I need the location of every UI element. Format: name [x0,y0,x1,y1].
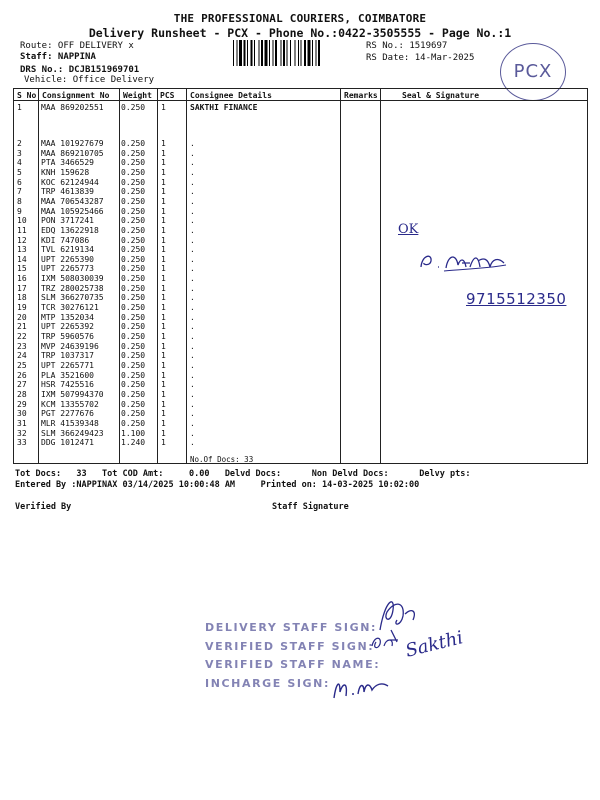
row-consignee: SAKTHI FINANCE [190,103,258,112]
row-consignment-no: MAA 869210705 [41,148,104,158]
barcode-bar [301,40,302,66]
row-weight: 0.250 [121,264,146,274]
row-consignee: . [190,264,195,274]
row-weight: 0.250 [121,351,146,361]
barcode-bar [283,40,285,66]
row-consignment-no: TRP 1037317 [41,351,94,361]
row-sno: 18 [17,293,27,303]
staff-label: Staff: NAPPINA [20,52,96,62]
barcode-bar [261,40,263,66]
row-sno: 27 [17,380,27,390]
row-consignment-no: PTA 3466529 [41,158,94,168]
row-weight: 0.250 [121,245,146,255]
verified-staff-name-label: VERIFIED STAFF NAME: [205,658,381,671]
row-pcs: 1 [161,399,166,409]
col-header-pcs: PCS [160,91,175,100]
row-sno: 21 [17,322,27,332]
row-sno: 28 [17,389,27,399]
row-weight: 0.250 [121,332,146,341]
row-pcs: 1 [161,428,166,438]
row-pcs: 1 [161,418,166,428]
row-weight: 0.250 [121,380,146,390]
table-row [14,409,587,418]
row-weight: 0.250 [121,341,146,351]
row-weight: 0.250 [121,158,146,168]
handwritten-ok: OK [398,222,419,237]
barcode-bar [275,40,277,66]
row-pcs: 1 [161,158,166,168]
row-consignee: . [190,139,195,148]
row-consignment-no: UPT 2265390 [41,254,94,264]
row-pcs: 1 [161,274,166,284]
barcode-bar [273,40,274,66]
row-consignment-no: MAA 706543287 [41,196,104,206]
barcode-bar [254,40,255,66]
row-consignee: . [190,312,195,322]
row-pcs: 1 [161,341,166,351]
table-row [14,380,587,389]
row-consignee: . [190,360,195,370]
row-weight: 0.250 [121,360,146,370]
row-sno: 22 [17,332,27,341]
table-row [14,322,587,331]
row-consignment-no: PGT 2277676 [41,409,94,419]
row-sno: 17 [17,283,27,293]
row-consignment-no: KOC 62124944 [41,177,99,187]
incharge-sign-label: INCHARGE SIGN: [205,677,330,690]
route-label: Route: OFF DELIVERY x [20,41,134,51]
col-header-seal-signature: Seal & Signature [402,91,480,100]
table-row [14,371,587,380]
row-weight: 0.250 [121,389,146,399]
row-consignee: . [190,389,195,399]
row-consignee: . [190,370,195,380]
company-title: THE PROFESSIONAL COURIERS, COIMBATORE [173,12,427,25]
row-pcs: 1 [161,389,166,399]
row-sno: 23 [17,341,27,351]
row-consignment-no: TRZ 280025738 [41,283,104,293]
row-consignee: . [190,216,195,226]
col-header-sno: S No [17,91,37,100]
row-pcs: 1 [161,293,166,303]
row-weight: 1.100 [121,428,146,438]
row-consignment-no: KCM 13355702 [41,399,99,409]
row-pcs: 1 [161,148,166,158]
barcode-bar [290,40,291,66]
row-sno: 24 [17,351,27,361]
table-row [14,342,587,351]
row-sno: 32 [17,428,27,438]
table-row [14,187,587,196]
row-consignee: . [190,167,195,177]
row-pcs: 1 [161,409,166,419]
row-weight: 0.250 [121,139,146,148]
row-weight: 0.250 [121,399,146,409]
row-consignment-no: EDQ 13622918 [41,225,99,235]
row-pcs: 1 [161,167,166,177]
row-consignment-no: TCR 30276121 [41,303,99,313]
barcode-bar [237,40,238,66]
row-consignee: . [190,254,195,264]
row-weight: 0.250 [121,322,146,332]
table-row [14,438,587,447]
row-pcs: 1 [161,370,166,380]
row-sno: 11 [17,225,27,235]
row-consignee: . [190,235,195,245]
row-consignee: . [190,293,195,303]
row-pcs: 1 [161,380,166,390]
barcode-bar [318,40,320,66]
row-weight: 0.250 [121,418,146,428]
totals-line: Tot Docs: 33 Tot COD Amt: 0.00 Delvd Docs: Non Delvd Docs: Delvy pts: [15,469,471,479]
entered-by-line: Entered By :NAPPINAX 03/14/2025 10:00:48 AM Printed on: 14-03-2025 10:02:00 [15,480,420,490]
row-pcs: 1 [161,196,166,206]
barcode-bar [265,40,268,66]
barcode-bar [316,40,317,66]
table-row [14,419,587,428]
row-weight: 0.250 [121,225,146,235]
no-of-docs: No.Of Docs: 33 [190,455,254,464]
row-sno: 10 [17,216,27,226]
row-sno: 15 [17,264,27,274]
row-pcs: 1 [161,139,166,148]
row-consignment-no: MAA 869202551 [41,103,104,112]
table-row [14,139,587,148]
row-pcs: 1 [161,360,166,370]
verified-staff-sign-label: VERIFIED STAFF SIGN: [205,640,375,653]
table-row [14,103,587,112]
row-consignment-no: MAA 101927679 [41,139,104,148]
barcode-bar [298,40,299,66]
row-consignment-no: HSR 7425516 [41,380,94,390]
row-weight: 0.250 [121,283,146,293]
row-pcs: 1 [161,235,166,245]
delivery-staff-sign-label: DELIVERY STAFF SIGN: [205,621,378,634]
row-consignee: . [190,428,195,438]
pcx-stamp-text: PCX [513,61,553,82]
row-consignee: . [190,225,195,235]
rs-number: RS No.: 1519697 [366,41,448,51]
row-consignee: . [190,177,195,187]
col-header-remarks: Remarks [344,91,378,100]
table-row [14,429,587,438]
row-pcs: 1 [161,438,166,448]
col-header-consignee: Consignee Details [190,91,272,100]
row-consignment-no: TRP 4613839 [41,187,94,197]
row-consignment-no: IXM 507994370 [41,389,104,399]
row-weight: 0.250 [121,254,146,264]
row-consignment-no: KNH 159628 [41,167,90,177]
table-row [14,236,587,245]
drs-number: DRS No.: DCJB151969701 [20,65,140,75]
row-weight: 0.250 [121,370,146,380]
table-row [14,149,587,158]
row-consignment-no: UPT 2265392 [41,322,94,332]
table-row [14,216,587,225]
row-pcs: 1 [161,245,166,255]
row-weight: 0.250 [121,293,146,303]
row-pcs: 1 [161,351,166,361]
row-sno: 3 [17,148,22,158]
handwritten-phone: 9715512350 [466,290,567,308]
row-weight: 0.250 [121,103,146,112]
row-consignment-no: UPT 2265773 [41,264,94,274]
row-sno: 25 [17,360,27,370]
row-pcs: 1 [161,177,166,187]
row-sno: 33 [17,438,27,448]
table-row [14,207,587,216]
row-pcs: 1 [161,312,166,322]
row-sno: 12 [17,235,27,245]
row-pcs: 1 [161,254,166,264]
row-weight: 0.250 [121,177,146,187]
row-consignment-no: MLR 41539348 [41,418,99,428]
row-sno: 13 [17,245,27,255]
row-sno: 8 [17,196,22,206]
table-row [14,351,587,360]
row-weight: 0.250 [121,303,146,313]
barcode-bar [287,40,288,66]
table-row [14,390,587,399]
row-sno: 5 [17,167,22,177]
table-row [14,226,587,235]
row-pcs: 1 [161,225,166,235]
row-weight: 0.250 [121,196,146,206]
row-consignment-no: PON 3717241 [41,216,94,226]
barcode-bar [269,40,270,66]
row-pcs: 1 [161,322,166,332]
barcode-bar [308,40,311,66]
row-pcs: 1 [161,283,166,293]
col-header-weight: Weight [123,91,152,100]
row-weight: 0.250 [121,274,146,284]
barcode-bar [304,40,306,66]
table-row [14,332,587,341]
row-sno: 2 [17,139,22,148]
row-sno: 16 [17,274,27,284]
row-consignee: . [190,332,195,341]
vehicle-label: Vehicle: Office Delivery [24,75,155,85]
row-consignee: . [190,322,195,332]
row-pcs: 1 [161,264,166,274]
row-weight: 0.250 [121,235,146,245]
row-consignment-no: MVP 24639196 [41,341,99,351]
row-weight: 0.250 [121,409,146,419]
row-consignee: . [190,380,195,390]
barcode-bar [281,40,282,66]
row-sno: 19 [17,303,27,313]
barcode-bar [295,40,296,66]
row-pcs: 1 [161,216,166,226]
row-sno: 6 [17,177,22,187]
row-sno: 31 [17,418,27,428]
row-consignee: . [190,303,195,313]
barcode-bar [251,40,253,66]
row-consignee: . [190,283,195,293]
verified-by-label: Verified By [15,502,72,512]
header-divider [14,100,587,101]
table-row [14,197,587,206]
barcode-bar [239,40,242,66]
row-sno: 1 [17,103,22,112]
incharge-scribble [330,672,400,702]
row-consignee: . [190,206,195,216]
row-consignment-no: KDI 747086 [41,235,90,245]
table-row [14,361,587,370]
row-sno: 20 [17,312,27,322]
barcode-image [232,40,360,66]
row-consignee: . [190,196,195,206]
row-consignee: . [190,245,195,255]
row-weight: 0.250 [121,206,146,216]
row-consignment-no: SLM 366270735 [41,293,104,303]
row-consignment-no: MAA 105925466 [41,206,104,216]
runsheet-title: Delivery Runsheet - PCX - Phone No.:0422-3505555 - Page No.:1 [88,26,512,40]
row-weight: 0.250 [121,312,146,322]
row-weight: 0.250 [121,216,146,226]
row-consignment-no: TRP 5960576 [41,332,94,341]
row-consignee: . [190,148,195,158]
row-consignee: . [190,399,195,409]
table-row [14,313,587,322]
row-pcs: 1 [161,303,166,313]
handwritten-staff-name: Sakthi [403,627,466,662]
row-consignment-no: UPT 2265771 [41,360,94,370]
barcode-bar [233,40,234,66]
row-pcs: 1 [161,332,166,341]
row-consignee: . [190,187,195,197]
row-consignee: . [190,418,195,428]
row-consignment-no: TVL 6219134 [41,245,94,255]
table-row [14,168,587,177]
row-weight: 0.250 [121,187,146,197]
row-consignee: . [190,158,195,168]
row-consignee: . [190,351,195,361]
row-consignment-no: PLA 3521600 [41,370,94,380]
row-sno: 29 [17,399,27,409]
row-weight: 0.250 [121,148,146,158]
row-sno: 30 [17,409,27,419]
row-consignment-no: DDG 1012471 [41,438,94,448]
staff-signature-label: Staff Signature [272,502,349,512]
barcode-bar [247,40,248,66]
row-consignment-no: IXM 508030039 [41,274,104,284]
row-sno: 14 [17,254,27,264]
table-row [14,158,587,167]
barcode-bar [312,40,313,66]
row-sno: 4 [17,158,22,168]
rs-date: RS Date: 14-Mar-2025 [366,53,475,63]
row-weight: 0.250 [121,167,146,177]
row-sno: 26 [17,370,27,380]
table-row [14,400,587,409]
handwritten-signature [418,245,508,277]
row-consignment-no: SLM 366249423 [41,428,104,438]
row-consignee: . [190,438,195,448]
barcode-bar [244,40,246,66]
row-consignee: . [190,341,195,351]
row-consignee: . [190,274,195,284]
row-sno: 9 [17,206,22,216]
row-sno: 7 [17,187,22,197]
row-pcs: 1 [161,206,166,216]
verified-staff-scribble [368,630,408,654]
row-consignment-no: MTP 1352034 [41,312,94,322]
row-consignee: . [190,409,195,419]
col-header-consignment: Consignment No [42,91,110,100]
row-weight: 1.240 [121,438,146,448]
row-pcs: 1 [161,103,166,112]
table-row [14,178,587,187]
barcode-bar [259,40,260,66]
row-pcs: 1 [161,187,166,197]
